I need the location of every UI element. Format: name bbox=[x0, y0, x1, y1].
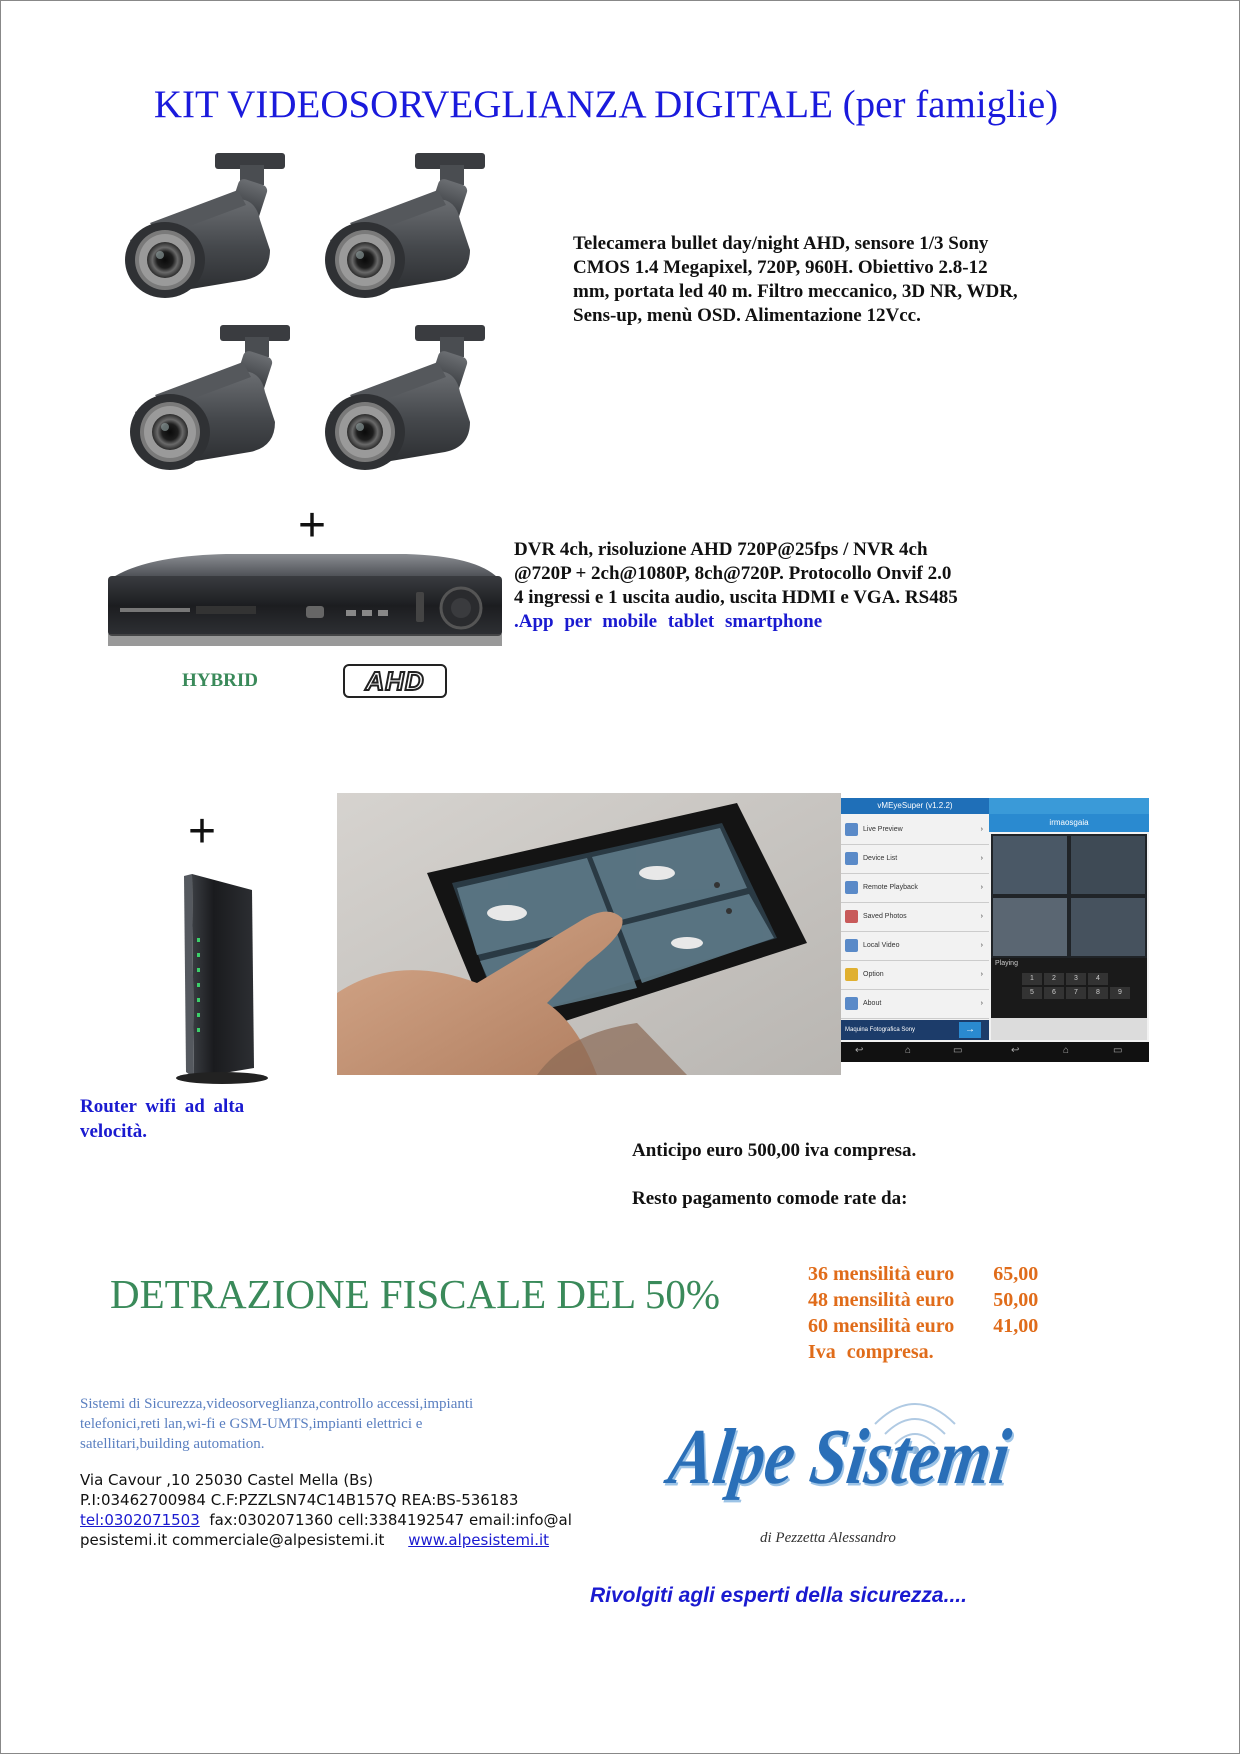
tax-deduction-heading: DETRAZIONE FISCALE DEL 50% bbox=[110, 1271, 720, 1317]
company-services-line: satellitari,building automation. bbox=[80, 1436, 265, 1452]
app-live-title: irmaosgaia bbox=[989, 814, 1149, 832]
camera-grid bbox=[991, 834, 1147, 958]
camera-feed[interactable] bbox=[993, 898, 1067, 956]
company-services bbox=[80, 1394, 590, 1454]
dvr-description-line: 4 ingressi e 1 uscita audio, uscita HDMI e VGA. RS485 bbox=[514, 587, 958, 608]
keypad-key[interactable]: 7 bbox=[1066, 987, 1086, 999]
keypad-key[interactable]: 6 bbox=[1044, 987, 1064, 999]
plus-sign: + bbox=[188, 805, 217, 858]
app-menu-item[interactable]: Device List › bbox=[841, 845, 989, 874]
router-description bbox=[80, 1094, 280, 1144]
dvr-description bbox=[514, 538, 1034, 634]
wifi-router-image bbox=[150, 868, 280, 1088]
app-screenshot bbox=[841, 798, 1149, 1062]
dvr-description-line: @720P + 2ch@1080P, 8ch@720P. Protocollo Onvif 2.0 bbox=[514, 563, 952, 584]
app-bottom-label: Maquina Fotografica Sony bbox=[841, 1020, 989, 1040]
company-fiscal: P.I:03462700984 C.F:PZZLSN74C14B157Q REA:BS-536183 bbox=[80, 1491, 519, 1509]
keypad-key[interactable]: 8 bbox=[1088, 987, 1108, 999]
keypad-key[interactable]: 1 bbox=[1022, 973, 1042, 985]
back-icon[interactable]: ↩ bbox=[1011, 1045, 1020, 1056]
company-contacts bbox=[80, 1470, 600, 1550]
rate-row: 48 mensilità euro 50,00 bbox=[808, 1289, 1039, 1311]
company-services-line: Sistemi di Sicurezza,videosorveglianza,controllo accessi,impianti bbox=[80, 1396, 474, 1412]
company-contact-line: pesistemi.it commerciale@alpesistemi.it www.alpesistemi.it bbox=[80, 1531, 550, 1549]
phone-link[interactable]: tel:0302071503 bbox=[80, 1511, 200, 1529]
app-menu-item[interactable]: Live Preview › bbox=[841, 816, 989, 845]
alpe-sistemi-logo bbox=[640, 1384, 1016, 1560]
hybrid-label: HYBRID bbox=[182, 670, 259, 691]
dvr-image bbox=[106, 548, 506, 653]
keypad-key[interactable]: 2 bbox=[1044, 973, 1064, 985]
camera-description-line: Sens-up, menù OSD. Alimentazione 12Vcc. bbox=[573, 305, 921, 326]
app-menu-item[interactable]: Option › bbox=[841, 961, 989, 990]
company-contact-line: tel:0302071503 fax:0302071360 cell:3384192547 email:info@al bbox=[80, 1511, 572, 1529]
plus-sign: + bbox=[298, 499, 327, 552]
ahd-logo bbox=[343, 664, 447, 698]
android-nav-bar bbox=[841, 1042, 1149, 1062]
website-link[interactable]: www.alpesistemi.it bbox=[408, 1531, 550, 1549]
deposit-text: Anticipo euro 500,00 iva compresa. bbox=[632, 1140, 917, 1161]
ahd-logo-text: AHD bbox=[365, 666, 425, 696]
logo-brand: Alpe Sistemi bbox=[663, 1413, 1016, 1502]
app-menu-item[interactable]: Local Video › bbox=[841, 932, 989, 961]
home-icon[interactable]: ⌂ bbox=[905, 1045, 912, 1056]
app-header-bar bbox=[989, 798, 1149, 814]
remainder-text: Resto pagamento comode rate da: bbox=[632, 1188, 908, 1209]
dvr-description-line: DVR 4ch, risoluzione AHD 720P@25fps / NVR 4ch bbox=[514, 539, 928, 560]
page-title: KIT VIDEOSORVEGLIANZA DIGITALE (per famiglie) bbox=[153, 83, 1059, 126]
app-menu-item[interactable]: About › bbox=[841, 990, 989, 1019]
recent-apps-icon[interactable]: ▭ bbox=[1113, 1045, 1123, 1056]
dvr-app-line: .App per mobile tablet smartphone bbox=[514, 611, 823, 632]
recent-apps-icon[interactable]: ▭ bbox=[953, 1045, 963, 1056]
camera-feed[interactable] bbox=[993, 836, 1067, 894]
logo-subtitle: di Pezzetta Alessandro bbox=[760, 1530, 896, 1546]
installment-rates bbox=[808, 1261, 1038, 1365]
keypad-key[interactable]: 9 bbox=[1110, 987, 1130, 999]
camera-description-line: Telecamera bullet day/night AHD, sensore 1/3 Sony bbox=[573, 233, 989, 254]
company-address: Via Cavour ,10 25030 Castel Mella (Bs) bbox=[80, 1471, 374, 1489]
camera-description-line: CMOS 1.4 Megapixel, 720P, 960H. Obiettivo 2.8-12 bbox=[573, 257, 988, 278]
keypad-key[interactable]: 4 bbox=[1088, 973, 1108, 985]
rate-row: 36 mensilità euro 65,00 bbox=[808, 1263, 1039, 1285]
rates-note: Iva compresa. bbox=[808, 1341, 934, 1363]
camera-description-line: mm, portata led 40 m. Filtro meccanico, 3D NR, WDR, bbox=[573, 281, 1018, 302]
slogan: Rivolgiti agli esperti della sicurezza.... bbox=[590, 1584, 967, 1607]
app-toolbar bbox=[991, 1018, 1147, 1040]
app-menu-item[interactable]: Saved Photos › bbox=[841, 903, 989, 932]
router-description-line: velocità. bbox=[80, 1121, 148, 1142]
camera-feed[interactable] bbox=[1071, 836, 1145, 894]
router-description-line: Router wifi ad alta bbox=[80, 1096, 245, 1117]
camera-description bbox=[573, 232, 1093, 328]
tablet-photo bbox=[337, 793, 841, 1075]
home-icon[interactable]: ⌂ bbox=[1063, 1045, 1070, 1056]
back-icon[interactable]: ↩ bbox=[855, 1045, 864, 1056]
keypad-panel bbox=[991, 958, 1147, 1040]
playing-label: Playing bbox=[995, 960, 1018, 967]
camera-feed[interactable] bbox=[1071, 898, 1145, 956]
rate-row: 60 mensilità euro 41,00 bbox=[808, 1315, 1039, 1337]
bullet-cameras-image bbox=[120, 145, 520, 495]
app-menu bbox=[841, 816, 989, 1019]
arrow-right-icon[interactable]: → bbox=[959, 1022, 981, 1038]
app-title: vMEyeSuper (v1.2.2) bbox=[841, 798, 989, 814]
keypad-key[interactable]: 5 bbox=[1022, 987, 1042, 999]
keypad-key[interactable]: 3 bbox=[1066, 973, 1086, 985]
app-menu-item[interactable]: Remote Playback › bbox=[841, 874, 989, 903]
company-services-line: telefonici,reti lan,wi-fi e GSM-UMTS,impianti elettrici e bbox=[80, 1416, 423, 1432]
